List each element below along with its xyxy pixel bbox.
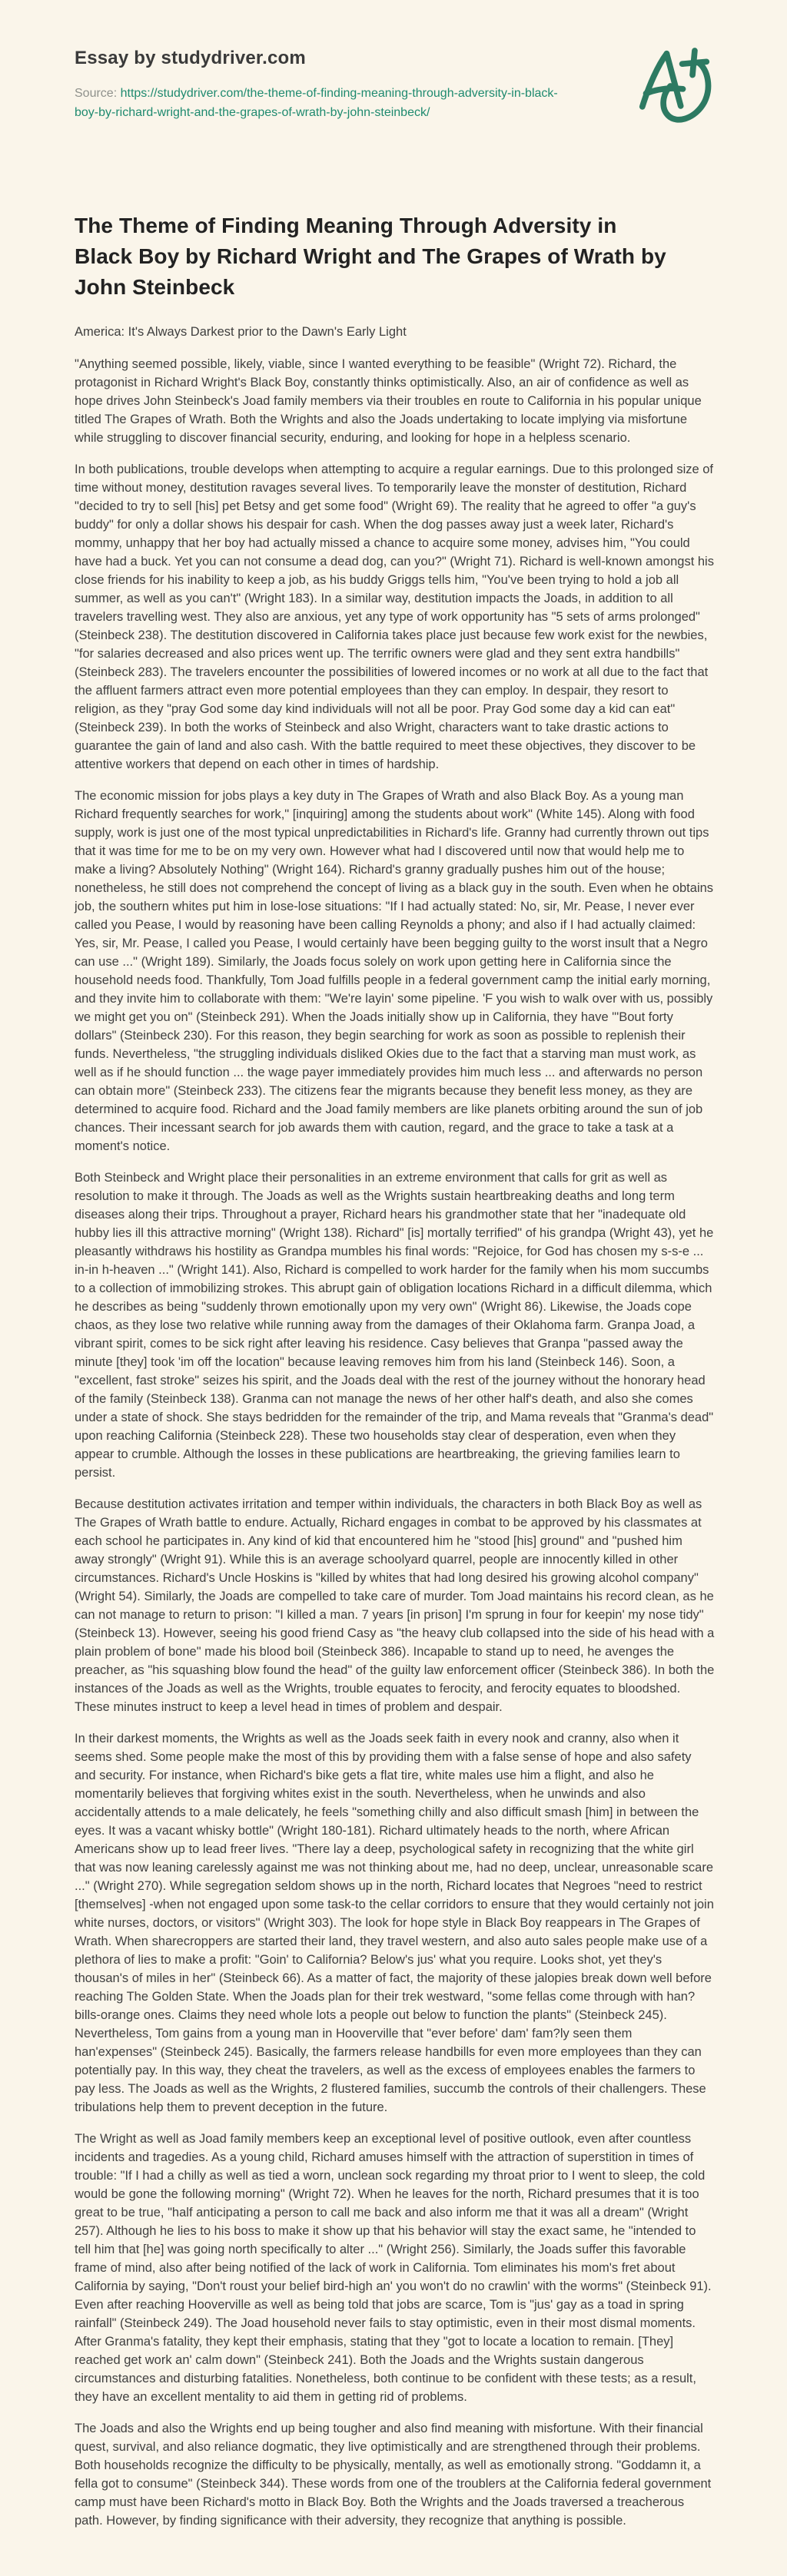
a-plus-logo-icon (638, 43, 712, 129)
essay-paragraph: The Joads and also the Wrights end up being tougher and also find meaning with misfortune. With their financial quest, survival, and also reliance dogmatic, they live optimistically and are strengthened through their problems. Both households recognize the difficulty to be physically, mentally, as well as emotionally strong. "Goddamn it, a fella got to consume" (Steinbeck 344). These words from one of the troublers at the California federal government camp must have been Richard's motto in Black Boy. Both the Wrights and the Joads traversed a treacherous path. However, by finding significance with their adversity, they recognize that anything is possible. (75, 2422, 712, 2528)
site-title: Essay by studydriver.com (75, 48, 306, 68)
source-line (75, 84, 573, 122)
essay-title-line: John Steinbeck (75, 275, 235, 299)
essay-paragraph: The economic mission for jobs plays a key duty in The Grapes of Wrath and also Black Boy. As a young man Richard frequently searches for work," [inquiring] among the students about work" (White 145). Along with food supply, work is just one of the most typical unpredictabilities in Richard's life. Granny had currently thrown out tips that it was time for me to be on my very own. However what had I discovered until now that would help me to make a living? Absolutely Nothing" (Wright 164). Richard's granny gradually pushes him out of the house; nonetheless, he still does not comprehend the concept of living as a black guy in the south. Even when he obtains job, the southern whites put him in lose-lose situations: "If I had actually stated: No, sir, Mr. Pease, I never ever called you Pease, I would by reasoning have been calling Reynolds a phony; and also if I had actually claimed: Yes, sir, Mr. Pease, I called you Pease, I would certainly have been begging guilty to the worst insult that a Negro can use ..." (Wright 189). Similarly, the Joads focus solely on work upon getting here in California since the household needs food. Thankfully, Tom Joad fulfills people in a federal government camp the initial early morning, and they invite him to collaborate with them: "We're layin' some pipeline. 'F you wish to walk over with us, possibly we might get you on" (Steinbeck 291). When the Joads initially show up in California, they have "'Bout forty dollars" (Steinbeck 230). For this reason, they begin searching for work as soon as possible to replenish their funds. Nevertheless, "the struggling individuals disliked Okies due to the fact that a starving man must work, as well as if he should function ... the wage payer immediately provides him much less ... and afterwards no person can obtain more" (Steinbeck 233). The citizens fear the migrants because they benefit less money, as they are determined to acquire food. Richard and the Joad family members are like planets orbiting around the sun of job chances. Their incessant search for job awards them with caution, regard, and the grace to take a task at a moment's notice. (75, 789, 714, 1153)
essay-subtitle: America: It's Always Darkest prior to the Dawn's Early Light (75, 325, 407, 339)
essay-title-line: The Theme of Finding Meaning Through Adversity in (75, 214, 617, 237)
essay-body (75, 211, 715, 2530)
essay-paragraph: In their darkest moments, the Wrights as well as the Joads seek faith in every nook and cranny, also when it seems shed. Some people make the most of this by providing them with a false sense of hope and also safety and security. For instance, when Richard's bike gets a flat tire, white males use him a flight, and also he momentarily believes that forgiving whites exist in the south. Nevertheless, when he unwinds and also accidentally attends to a male delicately, he feels "something chilly and also difficult smash [him] in between the eyes. It was a vacant whisky bottle" (Wright 180-181). Richard ultimately heads to the north, where African Americans show up to lead freer lives. "There lay a deep, psychological safety in recognizing that the white girl that was now leaning carelessly against me was not thinking about me, had no deep, unclear, unreasonable scare ..." (Wright 270). While segregation seldom shows up in the north, Richard locates that Negroes "need to restrict [themselves] -when not engaged upon some task-to the cellar corridors to ensure that they would certainly not join white nurses, doctors, or visitors" (Wright 303). The look for hope style in Black Boy reappears in The Grapes of Wrath. When sharecroppers are started their land, they travel western, and also auto sales people make use of a plethora of lies to make a profit: "Goin' to California? Below's jus' what you require. Looks shot, yet they's thousan's of miles in her" (Steinbeck 66). As a matter of fact, the majority of these jalopies break down well before reaching The Golden State. When the Joads plan for their trek westward, "some fellas come through with han?bills-orange ones. Claims they need whole lots a people out below to function the plants" (Steinbeck 245). Nevertheless, Tom gains from a young man in Hooverville that "ever before' dam' fam?ly seen them han'expenses" (Steinbeck 245). Basically, the farmers release handbills for even more employees than they can potentially pay. In this way, they cheat the travelers, as well as the excess of employees enables the farmers to pay less. The Joads as well as the Wrights, 2 flustered families, succumb the controls of their challengers. These tribulations help them to prevent deception in the future. (75, 1732, 714, 2114)
page-header (75, 48, 715, 129)
header-text-block (75, 48, 573, 122)
essay-paragraph: Because destitution activates irritation and temper within individuals, the characters in both Black Boy as well as The Grapes of Wrath battle to endure. Actually, Richard engages in combat to be approved by his classmates at each school he participates in. Any kind of kid that encountered him he "stood [his] ground" and "pushed him away strongly" (Wright 91). While this is an average schoolyard quarrel, people are innocently killed in other circumstances. Richard's Uncle Hoskins is "killed by whites that had long desired his growing alcohol company" (Wright 54). Similarly, the Joads are compelled to take care of murder. Tom Joad maintains his record clean, as he can not manage to return to prison: "I killed a man. 7 years [in prison] I'm sprung in four for keepin' my nose tidy" (Steinbeck 13). However, seeing his good friend Casy as "the heavy club collapsed into the side of his head with a plain problem of bone" made his blood boil (Steinbeck 386). Incapable to stand up to need, he avenges the preacher, as "his squashing blow found the head" of the guilty law enforcement officer (Steinbeck 386). In both the instances of the Joads as well as the Wrights, trouble equates to ferocity, and ferocity equates to bloodshed. These minutes instruct to keep a level head in times of problem and despair. (75, 1497, 715, 1714)
essay-paragraph: The Wright as well as Joad family members keep an exceptional level of positive outlook, even after countless incidents and tragedies. As a young child, Richard amuses himself with the attraction of superstition in times of trouble: "If I had a chilly as well as tied a worn, unclean sock regarding my throat prior to I went to sleep, the cold would be gone the following morning" (Wright 72). When he leaves for the north, Richard presumes that it is too great to be true, "half anticipating a person to call me back and also inform me that it was all a dream" (Wright 257). Although he lies to his boss to make it show up that his behavior will stay the exact same, he "intended to tell him that [he] was going north specifically to alter ..." (Wright 256). Similarly, the Joads suffer this favorable frame of mind, also after being notified of the lack of work in California. Tom eliminates his mom's fret about California by saying, "Don't roust your belief bird-high an' you won't do no crawlin' with the worms" (Steinbeck 91). Even after reaching Hooverville as well as being told that jobs are scarce, Tom is "jus' gay as a toad in spring rainfall" (Steinbeck 249). The Joad household never fails to stay optimistic, even in their most dismal moments. After Granma's fatality, they kept their emphasis, stating that they "got to locate a location to remain. [They] reached get work an' calm down" (Steinbeck 241). Both the Joads and the Wrights sustain dangerous circumstances and disturbing fatalities. Nonetheless, both continue to be confident with these tests; as a result, they have an excellent mentality to aid them in getting rid of problems. (75, 2132, 712, 2404)
essay-paragraph: In both publications, trouble develops when attempting to acquire a regular earnings. Due to this prolonged size of time without money, destitution ravages several lives. To temporarily leave the monster of destitution, Richard "decided to try to sell [his] pet Betsy and get some food" (Wright 69). The reality that he agreed to offer "a guy's buddy" for only a dollar shows his despair for cash. When the dog passes away just a week later, Richard's mommy, unhappy that her boy had actually missed a chance to acquire some money, advises him, "You could have had a buck. Yet you can not consume a dead dog, can you?" (Wright 71). Richard is well-known amongst his close friends for his inability to keep a job, as his buddy Griggs tells him, "You've been trying to hold a job all summer, as well as you can't" (Wright 183). In a similar way, destitution impacts the Joads, in addition to all travelers travelling west. They also are anxious, yet any type of work opportunity has "5 sets of arms prolonged" (Steinbeck 238). The destitution discovered in California takes place just because few work exist for the newbies, "for salaries decreased and also prices went up. The terrific owners were glad and they sent extra handbills" (Steinbeck 283). The travelers encounter the possibilities of lowered incomes or no work at all due to the fact that the affluent farmers attract even more potential employees than they can employ. In despair, they resort to religion, as they "pray God some day kind individuals will not all be poor. Pray God some day a kid can eat" (Steinbeck 239). In both the works of Steinbeck and also Wright, characters want to take drastic actions to guarantee the gain of land and also cash. With the battle required to meet these objectives, they discover to be attentive workers that depend on each other in times of hardship. (75, 462, 714, 771)
source-label: Source: (75, 87, 118, 100)
essay-paragraph: Both Steinbeck and Wright place their personalities in an extreme environment that calls for grit as well as resolution to make it through. The Joads as well as the Wrights sustain heartbreaking deaths and long term diseases along their trips. Throughout a prayer, Richard hears his grandmother state that her "inadequate old hubby lies ill this attractive morning" (Wright 138). Richard" [is] mortally terrified" of his grandpa (Wright 43), yet he pleasantly withdraws his hostility as Grandpa mumbles his final words: "Rejoice, for God has chosen my s-s-e ... in-in h-heaven ..." (Wright 141). Also, Richard is compelled to work harder for the family when his mom succumbs to a collection of immobilizing strokes. This abrupt gain of obligation locations Richard in a difficult dilemma, which he describes as being "suddenly thrown emotionally upon my very own" (Wright 86). Likewise, the Joads cope chaos, as they lose two relative while running away from the damages of their Oklahoma farm. Granpa Joad, a vibrant spirit, comes to be sick right after leaving his residence. Casy believes that Granpa "passed away the minute [they] took 'im off the location" because leaving removes him from his land (Steinbeck 146). Soon, a "excellent, fast stroke" seizes his spirit, and the Joads deal with the rest of the journey without the honorary head of the family (Steinbeck 138). Granma can not manage the news of her other half's death, and also she comes under a state of shock. She stays bedridden for the remainder of the trip, and Mama reveals that "Granma's dead" upon reaching California (Steinbeck 228). These two households stay clear of desperation, even when they appear to crumble. Although the losses in these publications are heartbreaking, the grieving families learn to persist. (75, 1171, 714, 1480)
essay-title (75, 211, 715, 303)
essay-paragraph: "Anything seemed possible, likely, viable, since I wanted everything to be feasible" (Wright 72). Richard, the protagonist in Richard Wright's Black Boy, constantly thinks optimistically. Also, an air of confidence as well as hope drives John Steinbeck's Joad family members via their troubles en route to California in his popular unique titled The Grapes of Wrath. Both the Wrights and also the Joads undertaking to locate implying via misfortune while struggling to discover financial security, enduring, and looking for hope in a helpless scenario. (75, 357, 702, 445)
source-link[interactable]: https://studydriver.com/the-theme-of-finding-meaning-through-adversity-in-black-boy-by-richard-wright-and-the-grapes-of-wrath-by-john-steinbeck/ (75, 87, 558, 119)
essay-title-line: Black Boy by Richard Wright and The Grapes of Wrath by (75, 244, 666, 268)
